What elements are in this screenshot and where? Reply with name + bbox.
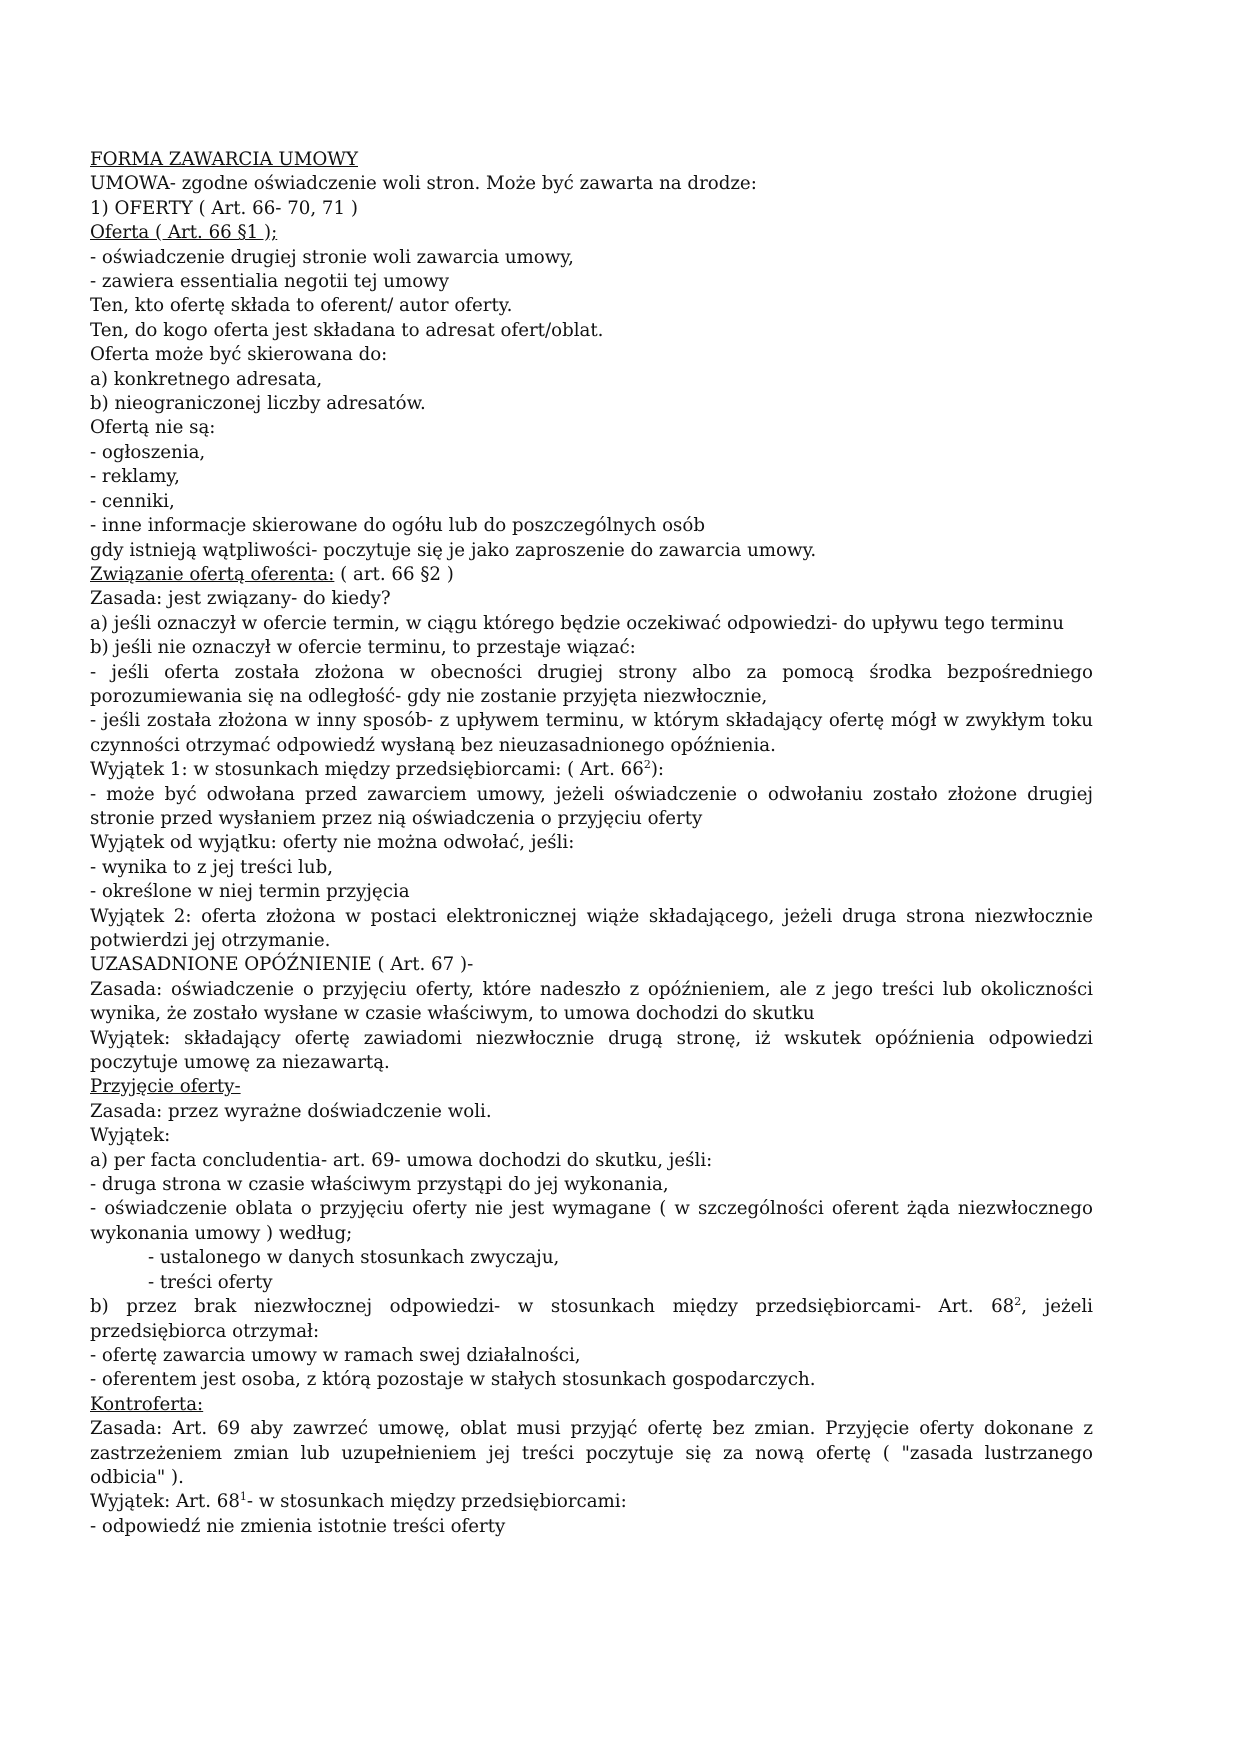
text-line: a) konkretnego adresata, — [90, 368, 323, 390]
list-item: - treści oferty — [148, 1271, 273, 1293]
text-line: gdy istnieją wątpliwości- poczytuje się je jako zaproszenie do zawarcia umowy. — [90, 539, 817, 561]
przyjecie-heading-text: Przyjęcie oferty- — [90, 1076, 241, 1098]
text-line: Zasada: przez wyrażne doświadczenie woli. — [90, 1100, 492, 1122]
wyjatek-68-text: Wyjątek: Art. 68 — [90, 1491, 240, 1513]
text-line: - zawiera essentialia negotii tej umowy — [90, 271, 449, 293]
zwiazanie-heading-ref: ( art. 66 §2 ) — [334, 563, 454, 585]
text-line: b) nieograniczonej liczby adresatów. — [90, 393, 426, 415]
list-item: - ofertę zawarcia umowy w ramach swej działalności, — [90, 1344, 581, 1366]
paragraph: - jeśli oferta została złożona w obecności drugiej strony albo za pomocą środka bezpośredniego porozumiewania się na odległość- gdy nie zostanie przyjęta niezwłocznie, — [90, 661, 1093, 707]
paragraph — [90, 1295, 1093, 1344]
zwiazanie-heading-text: Związanie ofertą oferenta: — [90, 563, 335, 585]
paragraph: Zasada: Art. 69 aby zawrzeć umowę, oblat musi przyjąć ofertę bez zmian. Przyjęcie oferty dokonane z zastrzeżeniem zmian lub uzupełnieniem jej treści poczytuje się za nową ofertę ( "zasada lustrzanego odbicia" ). — [90, 1418, 1093, 1488]
text-line: Zasada: jest związany- do kiedy? — [90, 588, 391, 610]
superscript: 1 — [239, 1490, 247, 1504]
oferty-line: 1) OFERTY ( Art. 66- 70, 71 ) — [90, 197, 358, 219]
list-item: - wynika to z jej treści lub, — [90, 856, 334, 878]
oferta-heading — [90, 221, 1093, 245]
text-line: b) jeśli nie oznaczył w ofercie terminu, to przestaje wiązać: — [90, 637, 636, 659]
wyjatek-68-line — [90, 1490, 1093, 1514]
wyjatek1-end: ): — [650, 759, 665, 781]
paragraph: - oświadczenie oblata o przyjęciu oferty nie jest wymagane ( w szczególności oferent żąda niezwłocznego wykonania umowy ) według; — [90, 1198, 1093, 1244]
intro-line: UMOWA- zgodne oświadczenie woli stron. Może być zawarta na drodze: — [90, 173, 757, 195]
document-title: FORMA ZAWARCIA UMOWY — [90, 149, 358, 170]
text-line: Wyjątek od wyjątku: oferty nie można odwołać, jeśli: — [90, 832, 575, 854]
przyjecie-heading — [90, 1075, 1093, 1099]
zwiazanie-heading — [90, 563, 1093, 587]
text-line: Ten, do kogo oferta jest składana to adresat ofert/oblat. — [90, 319, 604, 341]
text-line: Oferta może być skierowana do: — [90, 344, 388, 366]
paragraph-text: b) przez brak niezwłocznej odpowiedzi- w stosunkach między przedsiębiorcami- Art. 68 — [90, 1296, 1015, 1318]
text-line: UZASADNIONE OPÓŹNIENIE ( Art. 67 )- — [90, 954, 474, 976]
list-item: - druga strona w czasie właściwym przystąpi do jej wykonania, — [90, 1174, 669, 1196]
text-line: a) per facta concludentia- art. 69- umowa dochodzi do skutku, jeśli: — [90, 1149, 713, 1171]
text-line: Ten, kto ofertę składa to oferent/ autor oferty. — [90, 295, 513, 317]
superscript: 2 — [1014, 1295, 1022, 1309]
superscript: 2 — [643, 758, 651, 772]
list-item: - odpowiedź nie zmienia istotnie treści oferty — [90, 1515, 506, 1537]
paragraph: a) jeśli oznaczył w ofercie termin, w ciągu którego będzie oczekiwać odpowiedzi- do upływu tego terminu — [90, 612, 1064, 634]
list-item: - oferentem jest osoba, z którą pozostaje w stałych stosunkach gospodarczych. — [90, 1369, 816, 1391]
paragraph-end: , jeżeli przedsiębiorca otrzymał: — [90, 1296, 1093, 1342]
document-page — [90, 148, 1093, 1539]
kontroferta-heading — [90, 1393, 1093, 1417]
oferta-heading-text: Oferta ( Art. 66 §1 ); — [90, 222, 278, 244]
wyjatek1-text: Wyjątek 1: w stosunkach między przedsiębiorcami: ( Art. 66 — [90, 759, 644, 781]
paragraph: - jeśli została złożona w inny sposób- z upływem terminu, w którym składający ofertę mógł w zwykłym toku czynności otrzymać odpowiedź wysłaną bez nieuzasadnionego opóźnienia. — [90, 710, 1093, 756]
text-line: Ofertą nie są: — [90, 417, 216, 439]
list-item: - określone w niej termin przyjęcia — [90, 881, 410, 903]
paragraph: Wyjątek: składający ofertę zawiadomi niezwłocznie drugą stronę, iż wskutek opóźnienia odpowiedzi poczytuje umowę za niezawartą. — [90, 1027, 1093, 1074]
paragraph: Zasada: oświadczenie o przyjęciu oferty, które nadeszło z opóźnieniem, ale z jego treści lub okoliczności wynika, że zostało wysłane w czasie właściwym, to umowa dochodzi do skutku — [90, 978, 1093, 1025]
wyjatek1-line — [90, 758, 1093, 782]
text-line: Wyjątek: — [90, 1125, 171, 1147]
text-line: - oświadczenie drugiej stronie woli zawarcia umowy, — [90, 246, 574, 268]
kontroferta-heading-text: Kontroferta: — [90, 1393, 204, 1415]
list-item: - ustalonego w danych stosunkach zwyczaju, — [148, 1247, 560, 1269]
list-item: - cenniki, — [90, 490, 175, 512]
wyjatek-68-end: - w stosunkach między przedsiębiorcami: — [246, 1491, 627, 1513]
paragraph: - może być odwołana przed zawarciem umowy, jeżeli oświadczenie o odwołaniu zostało złożone drugiej stronie przed wysłaniem przez nią oświadczenia o przyjęciu oferty — [90, 783, 1093, 829]
list-item: - reklamy, — [90, 466, 180, 488]
paragraph: Wyjątek 2: oferta złożona w postaci elektronicznej wiąże składającego, jeżeli druga strona niezwłocznie potwierdzi jej otrzymanie. — [90, 905, 1093, 951]
list-item: - inne informacje skierowane do ogółu lub do poszczególnych osób — [90, 515, 705, 537]
list-item: - ogłoszenia, — [90, 441, 206, 463]
